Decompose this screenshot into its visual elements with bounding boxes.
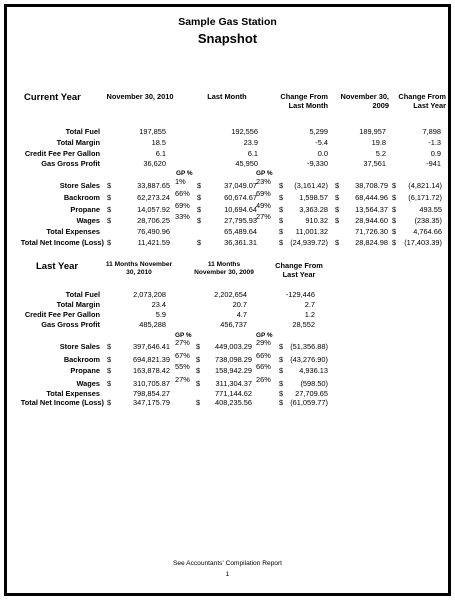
metric-value: 189,957 [359,127,386,136]
metric-value: 5.9 [155,310,166,319]
metric-value: 28,552 [292,320,315,329]
currency-sign: $ [107,379,112,388]
metric-value: -129,446 [285,290,315,299]
sales-value: 62,273.24 [137,193,170,202]
col-change-last-year-ly: Change From Last Year [275,261,323,279]
net-income-value: 36,361.31 [224,238,257,247]
currency-sign: $ [197,181,202,190]
sales-value: (598.50) [300,379,328,388]
sales-value: 37,049.07 [224,181,257,190]
net-income-label: Total Net Income (Loss) [20,398,104,407]
footer-note: See Accountants' Compilation Report [172,560,283,567]
sales-label: Wages [76,216,100,225]
sales-value: 10,694.64 [224,205,257,214]
currency-sign: $ [107,181,112,190]
gp-percent: 55% [175,362,190,371]
currency-sign: $ [279,181,284,190]
net-income-value: 347,175.79 [133,398,170,407]
currency-sign: $ [392,227,397,236]
sales-value: 1,598.57 [299,193,328,202]
currency-sign: $ [279,379,284,388]
metric-value: 4.7 [236,310,247,319]
sales-value: 68,444.96 [355,193,388,202]
sales-value: 738,098.29 [215,355,252,364]
sales-label: Propane [70,366,100,375]
col-last-month: Last Month [207,92,247,101]
metric-value: 456,737 [220,320,247,329]
metric-value: 19.8 [371,138,386,147]
metric-label: Total Margin [56,300,100,309]
current-year-title: Current Year [24,92,81,103]
gp-percent: 69% [175,201,190,210]
metric-value: 23.9 [243,138,258,147]
currency-sign: $ [279,193,284,202]
total-expenses-label: Total Expenses [46,389,100,398]
currency-sign: $ [279,389,284,398]
sales-label: Propane [70,205,100,214]
metric-value: 5.2 [375,149,386,158]
net-income-value: (61,059.77) [290,398,328,407]
metric-value: -1.3 [428,138,441,147]
currency-sign: $ [335,181,340,190]
currency-sign: $ [196,366,201,375]
sales-label: Store Sales [59,342,100,351]
gp-percent: 29% [256,338,271,347]
currency-sign: $ [335,216,340,225]
gp-percent: 27% [175,375,190,384]
metric-value: 2,073,208 [133,290,166,299]
currency-sign: $ [279,205,284,214]
sales-label: Store Sales [59,181,100,190]
sales-label: Backroom [63,355,100,364]
sales-value: 13,564.37 [355,205,388,214]
currency-sign: $ [392,181,397,190]
sales-value: 163,878.42 [133,366,170,375]
sales-value: 38,708.79 [355,181,388,190]
gp-percent: 49% [256,201,271,210]
currency-sign: $ [107,355,112,364]
total-expenses-value: 11,001.32 [295,227,328,236]
sales-value: 310,705.87 [133,379,170,388]
metric-value: 20.7 [232,300,247,309]
col-11m-2010: 11 Months November 30, 2010 [105,261,173,276]
currency-sign: $ [107,216,112,225]
metric-value: 45,950 [235,159,258,168]
sales-value: 27,795.93 [224,216,257,225]
currency-sign: $ [392,205,397,214]
metric-label: Total Fuel [65,290,100,299]
currency-sign: $ [107,238,112,247]
metric-value: -9,330 [307,159,328,168]
metric-label: Gas Gross Profit [41,320,100,329]
sales-value: (51,356.88) [290,342,328,351]
metric-label: Credit Fee Per Gallon [24,310,100,319]
gp-percent: 67% [175,351,190,360]
metric-label: Gas Gross Profit [41,159,100,168]
currency-sign: $ [279,238,284,247]
metric-value: 5,299 [309,127,328,136]
gp-percent: 26% [256,375,271,384]
sales-value: 449,003.29 [215,342,252,351]
currency-sign: $ [279,227,284,236]
sales-value: 28,706.25 [137,216,170,225]
metric-label: Total Margin [56,138,100,147]
metric-value: 192,556 [231,127,258,136]
net-income-value: 28,824.98 [355,238,388,247]
metric-value: 2.7 [304,300,315,309]
metric-value: 197,855 [139,127,166,136]
currency-sign: $ [279,342,284,351]
currency-sign: $ [196,379,201,388]
currency-sign: $ [279,398,284,407]
sales-value: 397,646.41 [133,342,170,351]
gp-label: GP % [256,332,273,339]
total-expenses-value: 771,144.62 [215,389,252,398]
gp-percent: 66% [175,189,190,198]
sales-value: 60,674.67 [224,193,257,202]
currency-sign: $ [392,216,397,225]
metric-value: 36,620 [143,159,166,168]
currency-sign: $ [197,193,202,202]
currency-sign: $ [392,193,397,202]
metric-value: 37,561 [363,159,386,168]
net-income-label: Total Net Income (Loss) [20,238,104,247]
gp-label: GP % [256,170,273,177]
gp-label: GP % [176,170,193,177]
sales-value: (238.35) [414,216,442,225]
currency-sign: $ [197,216,202,225]
sales-value: 33,887.65 [137,181,170,190]
metric-value: 0.9 [430,149,441,158]
gp-percent: 23% [256,177,271,186]
metric-label: Credit Fee Per Gallon [24,149,100,158]
total-expenses-value: 71,726.30 [355,227,388,236]
currency-sign: $ [107,342,112,351]
col-nov-2010: November 30, 2010 [106,92,174,101]
currency-sign: $ [279,355,284,364]
gp-percent: 33% [175,212,190,221]
sales-label: Wages [76,379,100,388]
col-nov-2009: November 30, 2009 [340,92,389,110]
metric-value: 485,288 [139,320,166,329]
sales-value: (6,171.72) [408,193,442,202]
sales-value: 14,057.92 [137,205,170,214]
currency-sign: $ [197,238,202,247]
currency-sign: $ [279,366,284,375]
gp-percent: 66% [256,351,271,360]
net-income-value: (17,403.39) [404,238,442,247]
net-income-value: (24,939.72) [290,238,328,247]
total-expenses-label: Total Expenses [46,227,100,236]
sales-value: 3,363.28 [299,205,328,214]
currency-sign: $ [107,205,112,214]
total-expenses-value: 65,489.64 [224,227,257,236]
sales-value: (4,821.14) [408,181,442,190]
sales-value: 311,304.37 [215,379,252,388]
gp-label: GP % [175,332,192,339]
metric-value: 2,202,654 [214,290,247,299]
currency-sign: $ [335,205,340,214]
metric-value: 23.4 [151,300,166,309]
net-income-value: 408,235.56 [215,398,252,407]
metric-value: 0.0 [317,149,328,158]
currency-sign: $ [197,205,202,214]
metric-value: -941 [426,159,441,168]
gp-percent: 69% [256,189,271,198]
gp-percent: 27% [175,338,190,347]
currency-sign: $ [196,398,201,407]
report-title: Snapshot [197,31,258,46]
sales-value: 28,944.60 [355,216,388,225]
currency-sign: $ [279,216,284,225]
currency-sign: $ [196,342,201,351]
company-name: Sample Gas Station [178,16,277,28]
metric-value: 18.5 [151,138,166,147]
currency-sign: $ [107,193,112,202]
currency-sign: $ [196,355,201,364]
metric-label: Total Fuel [65,127,100,136]
col-11m-2009: 11 Months November 30, 2009 [194,261,254,276]
total-expenses-value: 76,490.96 [137,227,170,236]
currency-sign: $ [107,398,112,407]
sales-value: (43,276.90) [290,355,328,364]
page-number: 1 [225,571,230,578]
sales-value: 493.55 [419,205,442,214]
sales-value: 694,821.39 [133,355,170,364]
total-expenses-value: 27,709.65 [295,389,328,398]
gp-percent: 66% [256,362,271,371]
metric-value: 6.1 [247,149,258,158]
sales-value: 910.32 [305,216,328,225]
total-expenses-value: 4,764.66 [413,227,442,236]
currency-sign: $ [392,238,397,247]
currency-sign: $ [107,366,112,375]
col-change-last-year: Change From Last Year [398,92,446,110]
sales-label: Backroom [63,193,100,202]
gp-percent: 27% [256,212,271,221]
metric-value: 1.2 [304,310,315,319]
metric-value: 7,898 [422,127,441,136]
total-expenses-value: 798,854.27 [133,389,170,398]
currency-sign: $ [335,238,340,247]
metric-value: 6.1 [155,149,166,158]
gp-percent: 1% [175,177,186,186]
net-income-value: 11,421.59 [137,238,170,247]
currency-sign: $ [335,193,340,202]
sales-value: 4,936.13 [299,366,328,375]
last-year-title: Last Year [36,261,79,272]
col-change-last-month: Change From Last Month [280,92,328,110]
metric-value: -5.4 [315,138,328,147]
sales-value: (3,161.42) [294,181,328,190]
sales-value: 158,942.29 [215,366,252,375]
